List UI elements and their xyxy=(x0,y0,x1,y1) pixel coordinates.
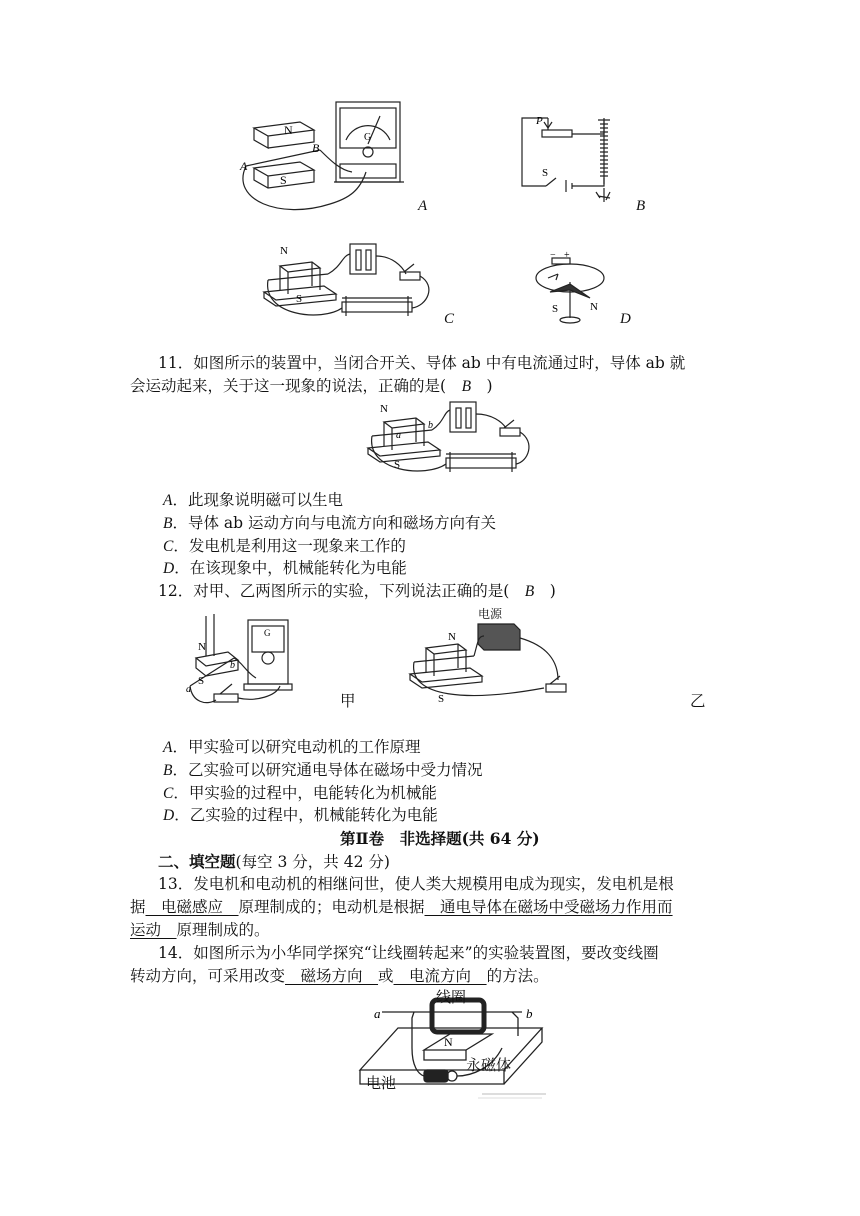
figure-d-label: D xyxy=(620,311,631,327)
figure-b-label: B xyxy=(636,198,646,214)
q11-option-b: B．导体 ab 运动方向与电流方向和磁场方向有关 xyxy=(163,514,496,532)
q11-fig-n: N xyxy=(380,403,388,415)
q14-fig-b: b xyxy=(526,1006,533,1021)
svg-text:+: + xyxy=(564,250,570,261)
q13-blank-2b: 运动__ xyxy=(130,921,177,939)
q12-figure-jia-label: 甲 xyxy=(340,692,356,710)
q12-figure-yi-label: 乙 xyxy=(690,692,706,710)
q13-blank-2a: __通电导体在磁场中受磁场力作用而 xyxy=(424,898,673,916)
q14-fig-coil-label: 线圈 xyxy=(436,988,467,1006)
q14-fig-n: N xyxy=(444,1035,453,1049)
figure-a-galvanometer-setup xyxy=(240,100,410,220)
q11-answer: B xyxy=(461,378,472,395)
q11-fig-b: b xyxy=(428,420,433,431)
fig-a-magnet-n: N xyxy=(284,123,293,137)
fig-d-n: N xyxy=(590,301,598,313)
svg-text:−: − xyxy=(550,250,556,261)
q13-blank-1: __电磁感应__ xyxy=(145,898,239,916)
q11-option-c: C．发电机是利用这一现象来工作的 xyxy=(163,537,406,555)
fig-d-s: S xyxy=(552,303,559,315)
figure-a-label: A xyxy=(418,198,428,214)
fig-b-p: P xyxy=(536,115,543,127)
figure-d-compass-loop xyxy=(530,252,610,332)
q14-line1: 14．如图所示为小华同学探究“让线圈转起来”的实验装置图，要改变线圈 xyxy=(158,944,659,962)
q12-figure-yi xyxy=(408,622,578,708)
fig-b-s: S xyxy=(542,167,549,179)
fig-a-point-a: A xyxy=(240,159,248,173)
q14-line2: 转动方向，可采用改变__磁场方向__或__电流方向__的方法。 xyxy=(130,967,549,985)
q11-option-d: D．在该现象中，机械能转化为电能 xyxy=(163,559,407,577)
q14-fig-magnet-label: 永磁体 xyxy=(466,1056,512,1074)
fig-a-magnet-s: S xyxy=(280,173,287,187)
q12-jia-n: N xyxy=(198,641,206,653)
figure-c-motor-setup xyxy=(262,236,442,328)
q12-jia-a: a xyxy=(186,684,191,695)
q12-option-d: D．乙实验的过程中，机械能转化为电能 xyxy=(163,806,438,824)
q12-answer: B xyxy=(524,583,535,600)
q12-yi-power-label: 电源 xyxy=(478,607,503,621)
q12-option-b: B．乙实验可以研究通电导体在磁场中受力情况 xyxy=(163,761,483,779)
q11-fig-a: a xyxy=(396,430,401,441)
q14-fig-a: a xyxy=(374,1006,381,1021)
q12-option-a: A．甲实验可以研究电动机的工作原理 xyxy=(163,738,421,756)
fig-a-meter-g: G xyxy=(364,132,372,143)
q12-jia-s: S xyxy=(198,675,205,687)
q12-jia-meter: G xyxy=(264,628,271,638)
q12-figure-jia xyxy=(186,612,316,708)
q11-fig-s: S xyxy=(394,459,401,471)
fig-c-n: N xyxy=(280,245,288,257)
q13-line2: 据__电磁感应__原理制成的；电动机是根据__通电导体在磁场中受磁场力作用而 xyxy=(130,898,673,916)
q12-option-c: C．甲实验的过程中，电能转化为机械能 xyxy=(163,784,437,802)
fig-c-s: S xyxy=(296,293,303,305)
q14-blank-2: __电流方向__ xyxy=(393,967,487,985)
q12-jia-b: b xyxy=(230,660,235,671)
q11-line2: 会运动起来，关于这一现象的说法，正确的是( B ) xyxy=(130,377,493,395)
q14-fig-battery-label: 电池 xyxy=(366,1074,397,1092)
q12-yi-s: S xyxy=(438,693,445,705)
q11-figure xyxy=(366,398,536,484)
figure-b-electromagnet xyxy=(518,112,638,212)
fig-a-point-b: B xyxy=(312,141,320,155)
q14-blank-1: __磁场方向__ xyxy=(285,967,379,985)
q13-line3: 运动__原理制成的。 xyxy=(130,921,270,939)
q13-line1: 13．发电机和电动机的相继问世，使人类大规模用电成为现实，发电机是根 xyxy=(158,875,674,893)
figure-c-label: C xyxy=(444,311,455,327)
q12-stem: 12．对甲、乙两图所示的实验，下列说法正确的是( B ) xyxy=(158,582,556,600)
q12-yi-n: N xyxy=(448,631,456,643)
section-2-subtitle: 二、填空题(每空 3 分，共 42 分) xyxy=(158,852,390,871)
q11-line1: 11．如图所示的装置中，当闭合开关、导体 ab 中有电流通过时，导体 ab 就 xyxy=(158,354,686,372)
section-2-title: 第Ⅱ卷 非选择题(共 64 分) xyxy=(340,829,540,848)
q11-option-a: A．此现象说明磁可以生电 xyxy=(163,491,343,509)
